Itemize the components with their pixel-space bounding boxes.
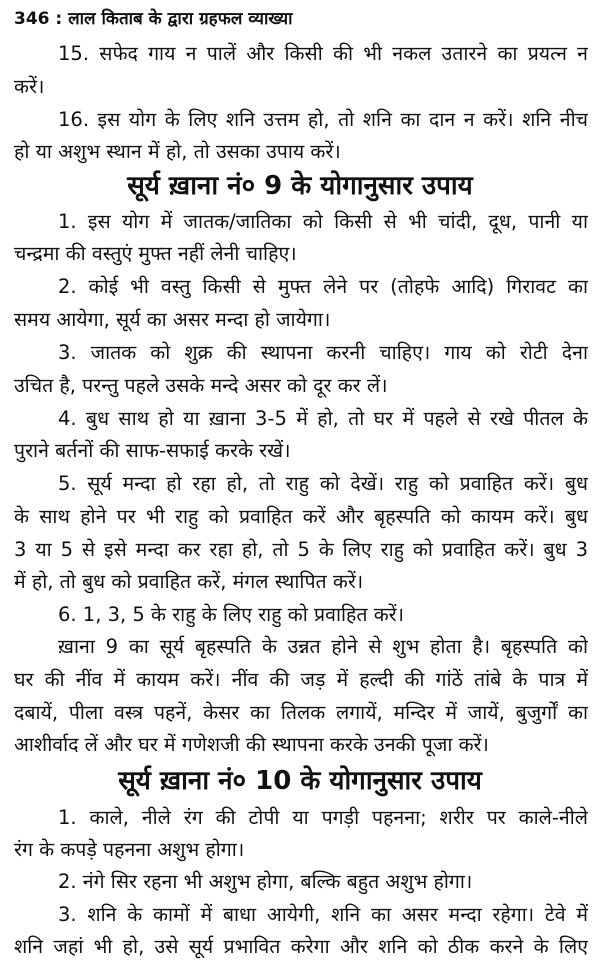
s9-item-4-line-1: 4. बुध साथ हो या ख़ाना 3-5 में हो, तो घर में पहले से रखे पीतल के [58,407,588,430]
item-16-line-2: हो या अशुभ स्थान में हो, तो उसका उपाय करें। [14,140,341,163]
s10-item-2-line-1: 2. नंगे सिर रहना भी अशुभ होगा, बल्कि बहुत अशुभ होगा। [58,870,473,893]
s9-item-3-line-1: 3. जातक को शुक्र की स्थापना करनी चाहिए। गाय को रोटी देना [58,341,588,364]
s9-item-3-line-2: उचित है, परन्तु पहले उसके मन्दे असर को दूर कर लें। [14,374,388,397]
item-15-line-2: करें। [14,75,45,98]
s9-para-line-4: आशीर्वाद लें और घर में गणेशजी की स्थापना करके उनकी पूजा करें। [14,733,489,756]
s9-para-line-2: घर की नींव में कायम करें। नींव की जड़ में हल्दी की गांठें तांबे के पात्र में [14,668,588,691]
running-head: 346 : लाल किताब के द्वारा ग्रहफल व्याख्या [14,9,293,29]
section-heading-10: सूर्य ख़ाना नं० 10 के योगानुसार उपाय [118,766,482,796]
s9-item-5-line-4: में हो, तो बुध को प्रवाहित करें, मंगल स्थापित करें। [14,570,364,593]
s9-item-5-line-3: 3 या 5 से इसे मन्दा कर रहा हो, तो 5 के लिए राहु को प्रवाहित करें। बुध 3 [14,538,588,561]
s9-item-6-line-1: 6. 1, 3, 5 के राहु के लिए राहु को प्रवाहित करें। [58,603,405,626]
s9-item-2-line-2: समय आयेगा, सूर्य का असर मन्दा हो जायेगा। [14,308,331,331]
s9-item-1-line-2: चन्द्रमा की वस्तुएं मुफ्त नहीं लेनी चाहिए। [14,242,297,265]
s10-item-1-line-1: 1. काले, नीले रंग की टोपी या पगड़ी पहनना; शरीर पर काले-नीले [58,806,588,829]
s9-item-5-line-1: 5. सूर्य मन्दा हो रहा हो, तो राहु को देखें। राहु को प्रवाहित करें। बुध [58,472,588,495]
s9-item-4-line-2: पुराने बर्तनों की साफ-सफाई करके रखें। [14,439,291,462]
s9-para-line-1: ख़ाना 9 का सूर्य बृहस्पति के उन्नत होने से शुभ होता है। बृहस्पति को [58,635,588,658]
s10-item-3-line-1: 3. शनि के कामों में बाधा आयेगी, शनि का असर मन्दा रहेगा। टेवे में [58,903,588,926]
item-15-line-1: 15. सफेद गाय न पालें और किसी की भी नकल उतारने का प्रयत्न न [58,42,588,65]
s9-item-5-line-2: के साथ होने पर भी राहु को प्रवाहित करें और बृहस्पति को कायम करें। बुध [14,505,588,528]
s9-item-2-line-1: 2. कोई भी वस्तु किसी से मुफ्त लेने पर (तोहफे आदि) गिरावट का [58,275,588,298]
section-heading-9: सूर्य ख़ाना नं० 9 के योगानुसार उपाय [127,171,473,201]
item-16-line-1: 16. इस योग के लिए शनि उत्तम हो, तो शनि का दान न करें। शनि नीच [58,108,588,131]
s9-para-line-3: दबायें, पीला वस्त्र पहनें, केसर का तिलक लगायें, मन्दिर में जायें, बुजुर्गों का [14,701,588,724]
s9-item-1-line-1: 1. इस योग में जातक/जातिका को किसी से भी चांदी, दूध, पानी या [58,210,588,233]
s10-item-3-line-2: शनि जहां भी हो, उसे सूर्य प्रभावित करेगा और शनि को ठीक करने के लिए [14,935,588,958]
s10-item-1-line-2: रंग के कपड़े पहनना अशुभ होगा। [14,838,245,861]
